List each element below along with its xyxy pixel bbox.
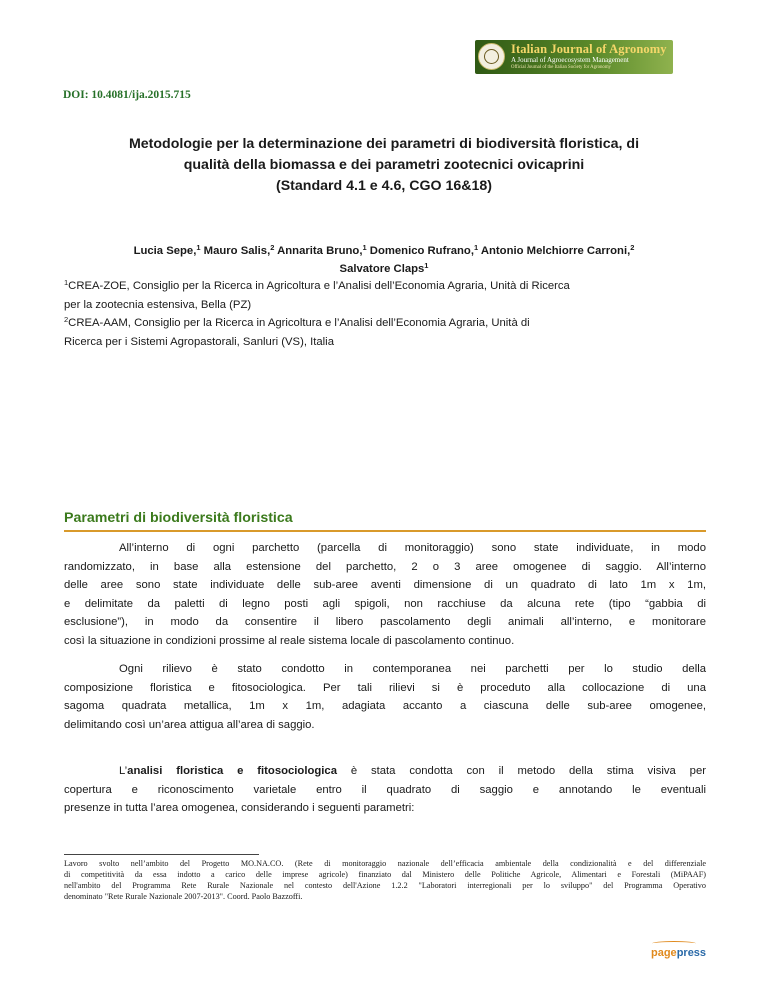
text-line: randomizzato, in base alla estensione del parchetto, 2 o 3 aree omogenee di saggio. All’interno <box>64 560 706 573</box>
text-run: L’ <box>119 765 128 777</box>
paragraph-3 <box>64 762 706 818</box>
affiliation-line: Ricerca per i Sistemi Agropastorali, Sanluri (VS), Italia <box>64 335 334 348</box>
affiliation-line: per la zootecnia estensiva, Bella (PZ) <box>64 298 252 311</box>
author-name: Domenico Rufrano, <box>366 245 474 257</box>
text-line: delimitando così un’area attigua all’area di saggio. <box>64 718 315 731</box>
title-line: qualità della biomassa e dei parametri zootecnici ovicaprini <box>183 157 585 173</box>
author-affil-sup: 2 <box>630 243 635 252</box>
affiliation-line <box>64 314 712 333</box>
title-line: Metodologie per la determinazione dei parametri di biodiversità floristica, di <box>128 136 640 152</box>
author-name: Mauro Salis, <box>200 245 271 257</box>
author-name: Salvatore Claps <box>339 263 425 275</box>
text-line: e delimitate da paletti di legno posti agli spigoli, non racchiuse da alcuna rete (tipo “gabbia di <box>64 597 706 610</box>
footnote-line: denominato "Rete Rurale Nazionale 2007-2013". Coord. Paolo Bazzoffi. <box>64 892 303 901</box>
footnote-line: nell'ambito del Programma Rete Rurale Nazionale nel contesto dell'Azione 1.2.2 "Laboratori interregionali per lo sviluppo" del Programma Operativo <box>64 881 706 890</box>
footnote <box>64 858 706 902</box>
text-line <box>64 762 706 781</box>
author-name: Lucia Sepe, <box>133 245 197 257</box>
paragraph-1 <box>64 539 706 651</box>
journal-title: Italian Journal of Agronomy <box>511 42 667 56</box>
publisher-logo-part: press <box>676 947 707 959</box>
footnote-line: Lavoro svolto nell’ambito del Progetto MO.NA.CO. (Rete di monitoraggio nazionale dell’efficacia ambientale della condizionalità e del differenziale <box>64 859 706 868</box>
text-line: All’interno di ogni parchetto (parcella di monitoraggio) sono state individuate, in modo <box>119 542 706 554</box>
text-line: composizione floristica e fitosociologica. Per tali rilievi si è proceduto alla collocazione di una <box>64 681 706 694</box>
author-affil-sup: 1 <box>424 261 429 270</box>
section-heading: Parametri di biodiversità floristica <box>64 510 293 526</box>
journal-seal-icon <box>478 43 505 70</box>
affiliation-1 <box>64 277 712 314</box>
author-affil-sup: 1 <box>473 243 479 252</box>
text-line: presenze in tutta l’area omogenea, considerando i seguenti parametri: <box>64 802 415 815</box>
affiliation-text: CREA-ZOE, Consiglio per la Ricerca in Agricoltura e l’Analisi dell’Economia Agraria, Unità di Ricerca <box>68 280 570 292</box>
affiliation-sup: 1 <box>64 278 69 287</box>
author-affil-sup: 1 <box>362 243 367 252</box>
journal-subtitle: A Journal of Agroecosystem Management <box>511 56 629 64</box>
text-line: così la situazione in condizioni prossime al reale sistema locale di pascolamento continuo. <box>64 634 515 647</box>
author-affil-sup: 2 <box>270 243 275 252</box>
publisher-swoosh-icon <box>652 941 696 946</box>
section-divider <box>64 530 706 532</box>
publisher-logo[interactable] <box>651 947 706 959</box>
paper-title <box>64 134 704 197</box>
journal-banner[interactable] <box>475 40 673 74</box>
affiliation-line <box>64 277 712 296</box>
affiliation-text: CREA-AAM, Consiglio per la Ricerca in Agricoltura e l’Analisi dell’Economia Agraria, Unità di <box>68 317 530 329</box>
bold-term: analisi floristica e fitosociologica <box>127 765 337 777</box>
footnote-divider <box>64 854 259 855</box>
author-name: Antonio Melchiorre Carroni, <box>478 245 631 257</box>
affiliation-sup: 2 <box>64 315 69 324</box>
text-line: delle aree sono state individuate delle sub-aree aventi dimensione di un quadrato di lato 1m x 1m, <box>64 579 706 592</box>
journal-official: Official Journal of the Italian Society for Agronomy <box>511 65 611 70</box>
text-line: sagoma quadrata metallica, 1m x 1m, adagiata accanto a ciascuna delle sub-aree omogenee, <box>64 700 706 713</box>
text-line: copertura e riconoscimento varietale entro il quadrato di saggio e annotando le eventuali <box>64 783 706 796</box>
doi-link[interactable]: DOI: 10.4081/ija.2015.715 <box>63 89 191 101</box>
author-list <box>64 242 704 278</box>
text-line: esclusione”), in modo da consentire il libero pascolamento degli animali all’interno, e monitorare <box>64 616 706 629</box>
affiliation-2 <box>64 314 712 351</box>
text-line: Ogni rilievo è stato condotto in contemporanea nei parchetti per lo studio della <box>119 663 706 675</box>
paragraph-2 <box>64 660 706 734</box>
author-name: Annarita Bruno, <box>274 245 363 257</box>
author-line <box>64 242 704 260</box>
author-affil-sup: 1 <box>196 243 201 252</box>
footnote-line: di competitività da essa indotto a carico delle imprese agricole) finanziato dal Ministero delle Politiche Agricole, Alimentari e Forestali (MiPAAF) <box>64 870 706 879</box>
title-line: (Standard 4.1 e 4.6, CGO 16&18) <box>275 178 493 194</box>
author-line <box>64 260 704 278</box>
text-run: è stata condotta con il metodo della stima visiva per <box>336 765 706 777</box>
publisher-logo-part: page <box>651 947 677 959</box>
